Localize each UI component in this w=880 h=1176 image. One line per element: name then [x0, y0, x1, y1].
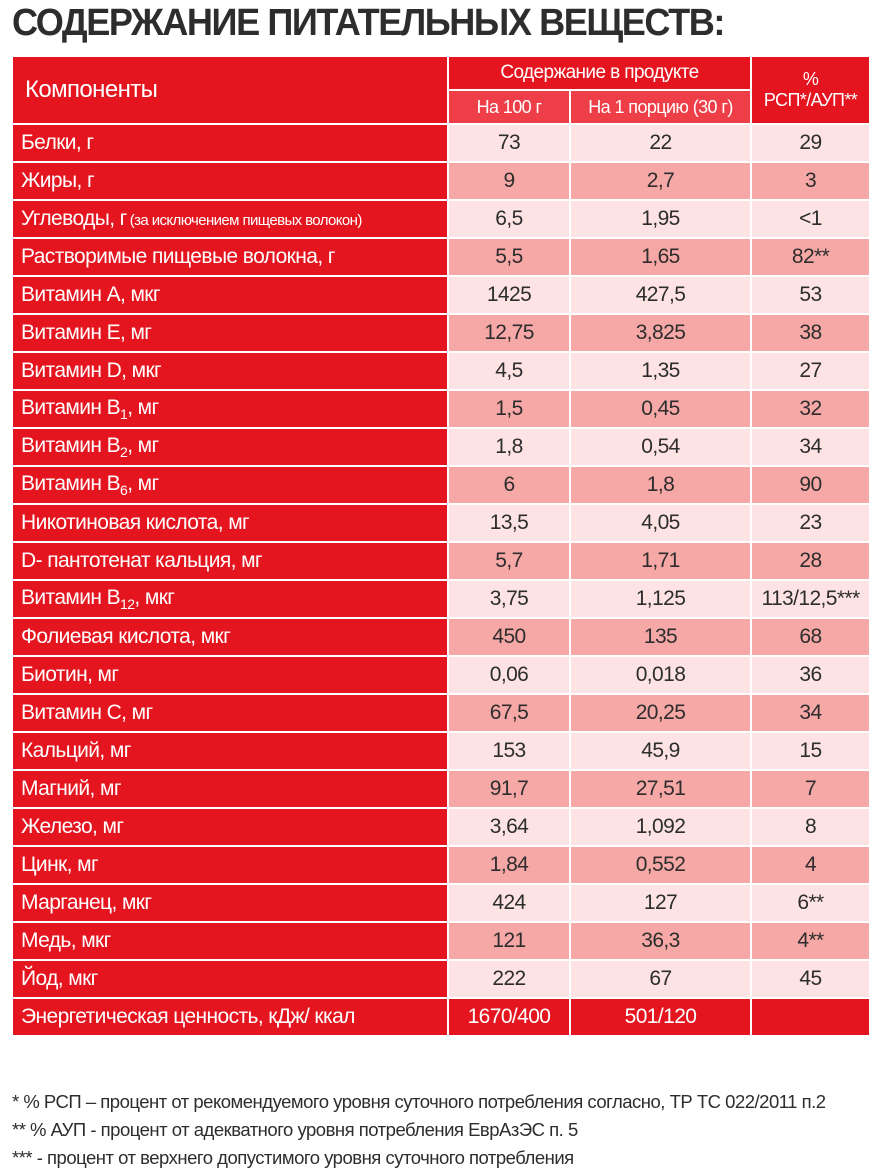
nutrient-name [12, 542, 448, 580]
value-per-serving: 67 [570, 960, 751, 998]
nutrient-label: Кальций, мг [21, 739, 131, 762]
nutrient-label: D- пантотенат кальция, мг [21, 549, 262, 572]
table-row [12, 580, 870, 618]
energy-row [12, 998, 870, 1036]
value-per-100g: 1,8 [448, 428, 570, 466]
table-row [12, 162, 870, 200]
value-per-100g: 6 [448, 466, 570, 504]
table-row [12, 846, 870, 884]
nutrient-subscript: 2 [120, 444, 128, 461]
nutrient-label: Железо, мг [21, 815, 124, 838]
value-percent: 3 [751, 162, 870, 200]
value-percent: 7 [751, 770, 870, 808]
nutrient-name [12, 238, 448, 276]
value-per-serving: 45,9 [570, 732, 751, 770]
nutrient-label: Витамин А, мкг [21, 283, 160, 306]
table-row [12, 732, 870, 770]
value-per-100g: 5,7 [448, 542, 570, 580]
value-percent: 32 [751, 390, 870, 428]
value-per-serving: 2,7 [570, 162, 751, 200]
value-percent: 90 [751, 466, 870, 504]
nutrient-name [12, 390, 448, 428]
nutrient-label: Фолиевая кислота, мкг [21, 625, 231, 648]
value-percent: 8 [751, 808, 870, 846]
value-per-100g: 424 [448, 884, 570, 922]
value-percent: 82** [751, 238, 870, 276]
nutrient-unit: , мг [127, 433, 159, 457]
value-per-serving: 22 [570, 124, 751, 162]
header-per-serving: На 1 порцию (30 г) [570, 90, 751, 124]
nutrient-label: Йод, мкг [21, 967, 98, 990]
nutrient-name [12, 428, 448, 466]
energy-per-serving: 501/120 [570, 998, 751, 1036]
table-row [12, 504, 870, 542]
header-percent-label: РСП*/АУП** [763, 90, 858, 110]
nutrient-name [12, 960, 448, 998]
value-per-100g: 73 [448, 124, 570, 162]
nutrition-table [11, 55, 871, 1037]
value-per-100g: 9 [448, 162, 570, 200]
value-per-serving: 135 [570, 618, 751, 656]
value-per-100g: 67,5 [448, 694, 570, 732]
nutrient-unit: , мг [127, 395, 159, 419]
nutrient-label: Витамин В [21, 585, 121, 609]
value-per-100g: 3,75 [448, 580, 570, 618]
value-per-serving: 1,125 [570, 580, 751, 618]
value-per-serving: 1,092 [570, 808, 751, 846]
value-per-serving: 27,51 [570, 770, 751, 808]
value-percent: 28 [751, 542, 870, 580]
table-row [12, 808, 870, 846]
nutrient-label: Витамин D, мкг [21, 359, 162, 382]
value-per-serving: 127 [570, 884, 751, 922]
nutrient-name [12, 352, 448, 390]
nutrient-name [12, 200, 448, 238]
footnotes [12, 1088, 874, 1172]
table-row [12, 200, 870, 238]
table-row [12, 276, 870, 314]
value-per-serving: 0,552 [570, 846, 751, 884]
nutrient-subscript: 12 [120, 596, 135, 613]
value-per-serving: 1,65 [570, 238, 751, 276]
nutrient-label: Биотин, мг [21, 663, 119, 686]
header-percent [751, 56, 870, 124]
table-body [12, 124, 870, 1036]
nutrient-name [12, 314, 448, 352]
value-per-serving: 427,5 [570, 276, 751, 314]
nutrient-label: Белки, г [21, 131, 94, 154]
value-percent: 4 [751, 846, 870, 884]
value-per-100g: 1,84 [448, 846, 570, 884]
footnote: ** % АУП - процент от адекватного уровня потребления ЕврАзЭС п. 5 [12, 1119, 578, 1140]
value-percent: 36 [751, 656, 870, 694]
nutrient-label: Углеводы, г [21, 207, 127, 230]
value-per-serving: 1,95 [570, 200, 751, 238]
nutrient-label: Никотиновая кислота, мг [21, 511, 250, 534]
value-per-100g: 4,5 [448, 352, 570, 390]
table-row [12, 922, 870, 960]
value-per-100g: 121 [448, 922, 570, 960]
nutrient-label: Витамин В [21, 395, 121, 419]
value-per-100g: 5,5 [448, 238, 570, 276]
nutrient-name [12, 884, 448, 922]
header-percent-sign: % [802, 69, 819, 89]
table-row [12, 618, 870, 656]
nutrient-name [12, 466, 448, 504]
value-per-serving: 0,54 [570, 428, 751, 466]
value-per-100g: 12,75 [448, 314, 570, 352]
nutrient-label: Витамин В [21, 471, 121, 495]
nutrient-unit: , мкг [134, 585, 175, 609]
nutrient-subscript: 1 [120, 406, 128, 423]
value-per-100g: 1,5 [448, 390, 570, 428]
nutrient-label: Магний, мг [21, 777, 121, 800]
nutrient-label: Марганец, мкг [21, 891, 152, 914]
nutrient-label: Витамин В [21, 433, 121, 457]
value-per-serving: 4,05 [570, 504, 751, 542]
table-row [12, 352, 870, 390]
nutrient-label: Медь, мкг [21, 929, 111, 952]
table-row [12, 466, 870, 504]
value-per-serving: 0,45 [570, 390, 751, 428]
table-row [12, 390, 870, 428]
nutrient-label: Растворимые пищевые волокна, г [21, 245, 335, 268]
nutrient-name [12, 276, 448, 314]
nutrient-name [12, 580, 448, 618]
value-percent: 45 [751, 960, 870, 998]
value-percent: 23 [751, 504, 870, 542]
table-row [12, 314, 870, 352]
nutrient-name [12, 162, 448, 200]
table-row [12, 884, 870, 922]
nutrient-name [12, 656, 448, 694]
value-per-100g: 222 [448, 960, 570, 998]
value-percent: 38 [751, 314, 870, 352]
value-per-100g: 0,06 [448, 656, 570, 694]
value-per-serving: 0,018 [570, 656, 751, 694]
nutrient-name [12, 694, 448, 732]
header-content-group: Содержание в продукте [448, 56, 751, 90]
nutrient-name [12, 504, 448, 542]
nutrient-name [12, 922, 448, 960]
value-per-serving: 1,71 [570, 542, 751, 580]
value-percent: 53 [751, 276, 870, 314]
value-percent: 34 [751, 694, 870, 732]
footnote: * % РСП – процент от рекомендуемого уровня суточного потребления согласно, ТР ТС 022/2011 п.2 [12, 1091, 826, 1112]
header-components: Компоненты [12, 56, 448, 124]
energy-name: Энергетическая ценность, кДж/ ккал [12, 998, 448, 1036]
value-per-serving: 36,3 [570, 922, 751, 960]
energy-per-100g: 1670/400 [448, 998, 570, 1036]
page-title: СОДЕРЖАНИЕ ПИТАТЕЛЬНЫХ ВЕЩЕСТВ: [12, 2, 725, 44]
table-row [12, 960, 870, 998]
table-row [12, 694, 870, 732]
value-per-100g: 6,5 [448, 200, 570, 238]
nutrient-name [12, 618, 448, 656]
value-percent: 6** [751, 884, 870, 922]
value-percent: 29 [751, 124, 870, 162]
value-per-100g: 91,7 [448, 770, 570, 808]
nutrient-name [12, 770, 448, 808]
nutrient-label: Цинк, мг [21, 853, 99, 876]
value-per-100g: 3,64 [448, 808, 570, 846]
value-percent: 4** [751, 922, 870, 960]
value-percent: 34 [751, 428, 870, 466]
value-percent: <1 [751, 200, 870, 238]
value-per-100g: 13,5 [448, 504, 570, 542]
nutrient-note: (за исключением пищевых волокон) [129, 212, 362, 229]
nutrient-label: Жиры, г [21, 169, 95, 192]
table-row [12, 428, 870, 466]
value-per-serving: 1,35 [570, 352, 751, 390]
nutrient-subscript: 6 [120, 482, 128, 499]
value-per-100g: 450 [448, 618, 570, 656]
table-row [12, 124, 870, 162]
table-row [12, 238, 870, 276]
value-per-100g: 153 [448, 732, 570, 770]
table-row [12, 542, 870, 580]
nutrient-name [12, 124, 448, 162]
footnote: *** - процент от верхнего допустимого уровня суточного потребления [12, 1147, 574, 1168]
nutrient-unit: , мг [127, 471, 159, 495]
energy-percent [751, 998, 870, 1036]
table-row [12, 656, 870, 694]
value-percent: 113/12,5*** [751, 580, 870, 618]
nutrient-label: Витамин Е, мг [21, 321, 152, 344]
value-percent: 15 [751, 732, 870, 770]
value-percent: 27 [751, 352, 870, 390]
value-per-serving: 3,825 [570, 314, 751, 352]
value-per-serving: 20,25 [570, 694, 751, 732]
table-row [12, 770, 870, 808]
value-percent: 68 [751, 618, 870, 656]
value-per-serving: 1,8 [570, 466, 751, 504]
nutrient-name [12, 808, 448, 846]
header-per-100g: На 100 г [448, 90, 570, 124]
nutrient-name [12, 732, 448, 770]
nutrient-name [12, 846, 448, 884]
value-per-100g: 1425 [448, 276, 570, 314]
nutrient-label: Витамин С, мг [21, 701, 153, 724]
